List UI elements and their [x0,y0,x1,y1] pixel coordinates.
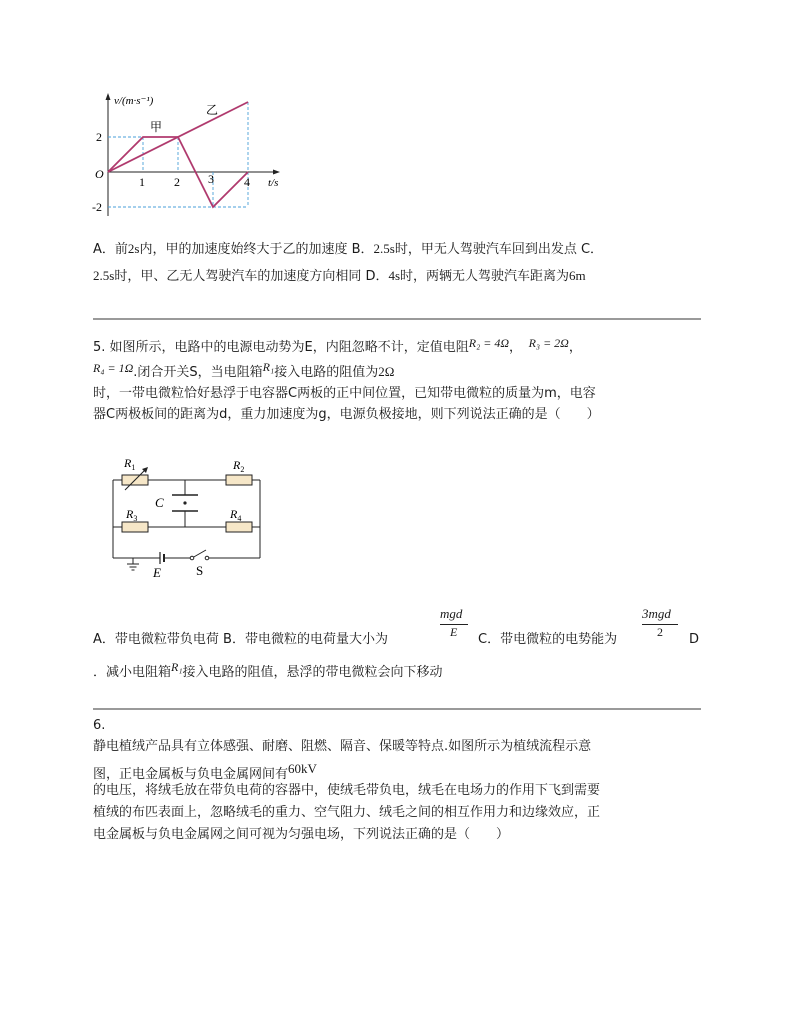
q4-options-line2: 2.5s时，甲、乙无人驾驶汽车的加速度方向相同 D．4s时，两辆无人驾驶汽车距离为6m [93,268,586,284]
q5-stem-line4: 器C两极板间的距离为d，重力加速度为g，电源负极接地，则下列说法正确的是（ ） [93,407,600,422]
divider-2 [93,708,701,710]
fraction-1-denominator: E [450,625,458,639]
q6-number: 6. [93,718,106,733]
label-r3: $R_3$ [126,507,138,523]
q5-options-line1: A．带电微粒带负电荷 B．带电微粒的电荷量大小为 [93,632,388,647]
xtick-3: 3 [208,172,214,186]
charged-particle [183,501,186,504]
label-e: E [153,565,161,580]
q5-option-d-letter: D [689,632,700,647]
fraction-1-numerator: mgd [440,606,463,621]
resistor-r3 [122,522,148,532]
q6-line4: 植绒的布匹表面上，忽略绒毛的重力、空气阻力、绒毛之间的相互作用力和边缘效应，正 [93,805,601,820]
q6-line1: 静电植绒产品具有立体感强、耐磨、阻燃、隔音、保暖等特点.如图所示为植绒流程示意 [93,739,592,754]
q5-options-line2: ．减小电阻箱R₁接入电路的阻值，悬浮的带电微粒会向下移动 [93,660,443,680]
q5-stem-line2: R₄ = 1Ω.闭合开关S，当电阻箱R₁接入电路的阻值为2Ω [93,360,395,380]
switch-s [192,550,206,558]
x-axis-arrow [273,170,280,175]
switch-contact-left [190,556,194,560]
x-axis-label: t/s [268,177,279,189]
resistor-r4 [226,522,252,532]
origin-label: O [95,167,104,181]
fraction-2-denominator: 2 [657,625,663,639]
q6-line3: 的电压，将绒毛放在带负电荷的容器中，使绒毛带负电，绒毛在电场力的作用下飞到需要 [93,783,601,798]
q5-stem-line3: 时，一带电微粒恰好悬浮于电容器C两板的正中间位置，已知带电微粒的质量为m，电容 [93,386,596,401]
label-c: C [155,495,164,510]
ytick-minus2: -2 [92,200,102,214]
circuit-diagram [105,452,275,582]
y-axis-arrow [106,93,111,100]
xtick-4: 4 [244,175,250,189]
q4-options-line1: A．前2s内，甲的加速度始终大于乙的加速度 B．2.5s时，甲无人驾驶汽车回到出发点 C． [93,241,604,257]
label-s: S [196,563,204,578]
fraction-2-numerator: 3mgd [642,606,671,621]
xtick-2: 2 [174,175,180,189]
xtick-1: 1 [139,175,145,189]
label-r1: $R_1$ [124,456,136,472]
switch-contact-right [205,556,209,560]
q6-line5: 电金属板与负电金属网之间可视为匀强电场，下列说法正确的是（ ） [93,827,510,842]
y-axis-label: v/(m·s⁻¹) [114,95,154,107]
label-yi: 乙 [206,103,219,117]
velocity-time-graph [90,88,290,223]
divider-1 [93,318,701,320]
ytick-2: 2 [96,130,102,144]
q5-option-c: C．带电微粒的电势能为 [478,632,618,647]
resistor-r2 [226,475,252,485]
q6-line2: 图，正电金属板与负电金属网间有60kV [93,761,317,782]
label-jia: 甲 [150,120,163,134]
q5-stem-line1: 5. 如图所示，电路中的电源电动势为E，内阻忽略不计，定值电阻R₂ = 4Ω， R₃ = 2Ω， [93,336,582,355]
label-r2: $R_2$ [233,458,245,474]
label-r4: $R_4$ [230,507,242,523]
